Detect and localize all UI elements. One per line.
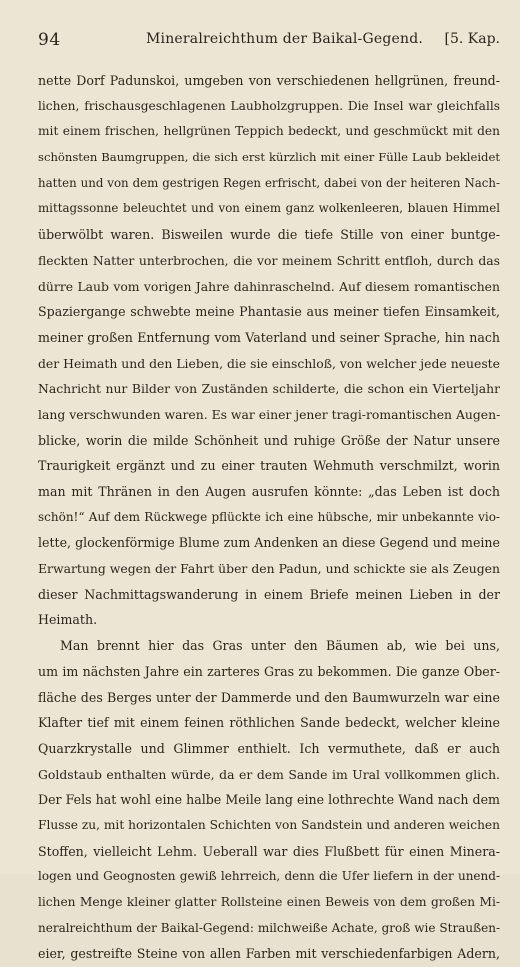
text-line: lang verschwunden waren. Es war einer jener tragi-romantischen Augen- (38, 406, 500, 422)
text-line: mit einem frischen, hellgrünen Teppich bedeckt, und geschmückt mit den (38, 124, 500, 139)
text-line: um im nächsten Jahre ein zarteres Gras zu bekommen. Die ganze Ober- (38, 663, 500, 679)
text-line: fläche des Berges unter der Dammerde und den Baumwurzeln war eine (38, 689, 500, 705)
text-line: lichen, frischausgeschlagenen Laubholzgruppen. Die Insel war gleichfalls (38, 98, 500, 113)
chapter-reference: [5. Kap. (444, 31, 500, 47)
text-line: Flusse zu, mit horizontalen Schichten von Sandstein und anderen weichen (38, 817, 500, 832)
text-line: lette, glockenförmige Blume zum Andenken an diese Gegend und meine (38, 535, 500, 551)
text-line: Spaziergange schwebte meine Phantasie aus meiner tiefen Einsamkeit, (38, 304, 500, 320)
body-text (38, 68, 500, 967)
text-line: man mit Thränen in den Augen ausrufen könnte: „das Leben ist doch (38, 484, 500, 499)
text-line: Nachricht nur Bilder von Zuständen schilderte, die schon ein Vierteljahr (38, 381, 500, 397)
text-line: Der Fels hat wohl eine halbe Meile lang eine lothrechte Wand nach dem (38, 792, 500, 808)
text-line: überwölbt waren. Bisweilen wurde die tiefe Stille von einer buntge- (38, 227, 500, 243)
text-line: schön!“ Auf dem Rückwege pflückte ich eine hübsche, mir unbekannte vio- (38, 509, 500, 524)
text-line: dürre Laub vom vorigen Jahre dahinraschelnd. Auf diesem romantischen (38, 278, 500, 294)
text-line: Stoffen, vielleicht Lehm. Ueberall war dies Flußbett für einen Minera- (38, 843, 500, 859)
text-line: Klafter tief mit einem feinen röthlichen Sande bedeckt, welcher kleine (38, 715, 500, 731)
text-line: Man brennt hier das Gras unter den Bäumen ab, wie bei uns, (60, 638, 500, 654)
page-number: 94 (38, 30, 61, 50)
running-head: Mineralreichthum der Baikal-Gegend. (146, 31, 424, 47)
text-line: dieser Nachmittagswanderung in einem Briefe meinen Lieben in der (38, 586, 500, 602)
text-line: meiner großen Entfernung vom Vaterland und seiner Sprache, hin nach (38, 329, 500, 345)
text-line: Goldstaub enthalten würde, da er dem Sande im Ural vollkommen glich. (38, 766, 500, 782)
text-line: fleckten Natter unterbrochen, die vor meinem Schritt entfloh, durch das (38, 252, 500, 268)
text-line: logen und Geognosten gewiß lehrreich, denn die Ufer liefern in der unend- (38, 869, 500, 884)
text-line: der Heimath und den Lieben, die sie einschloß, von welcher jede neueste (38, 355, 500, 371)
text-line: mittagssonne beleuchtet und von einem ganz wolkenleeren, blauen Himmel (38, 201, 500, 216)
text-line: neralreichthum der Baikal-Gegend: milchweiße Achate, groß wie Straußen- (38, 920, 500, 935)
text-line: Traurigkeit ergänzt und zu einer trauten Wehmuth verschmilzt, worin (38, 458, 500, 474)
text-line: hatten und von dem gestrigen Regen erfrischt, dabei von der heiteren Nach- (38, 175, 500, 190)
text-line: Quarzkrystalle und Glimmer enthielt. Ich vermuthete, daß er auch (38, 740, 500, 756)
text-line: Erwartung wegen der Fahrt über den Padun, und schickte sie als Zeugen (38, 561, 500, 577)
text-line: Heimath. (38, 612, 98, 628)
page-header (38, 30, 500, 56)
text-line: nette Dorf Padunskoi, umgeben von verschiedenen hellgrünen, freund- (38, 73, 500, 88)
text-line: blicke, worin die milde Schönheit und ruhige Größe der Natur unsere (38, 432, 500, 448)
text-line: schönsten Baumgruppen, die sich erst kürzlich mit einer Fülle Laub bekleidet (38, 150, 500, 165)
text-line: lichen Menge kleiner glatter Rollsteine einen Beweis von dem großen Mi- (38, 895, 500, 909)
text-line: eier, gestreifte Steine von allen Farben mit verschiedenfarbigen Adern, (38, 946, 500, 962)
